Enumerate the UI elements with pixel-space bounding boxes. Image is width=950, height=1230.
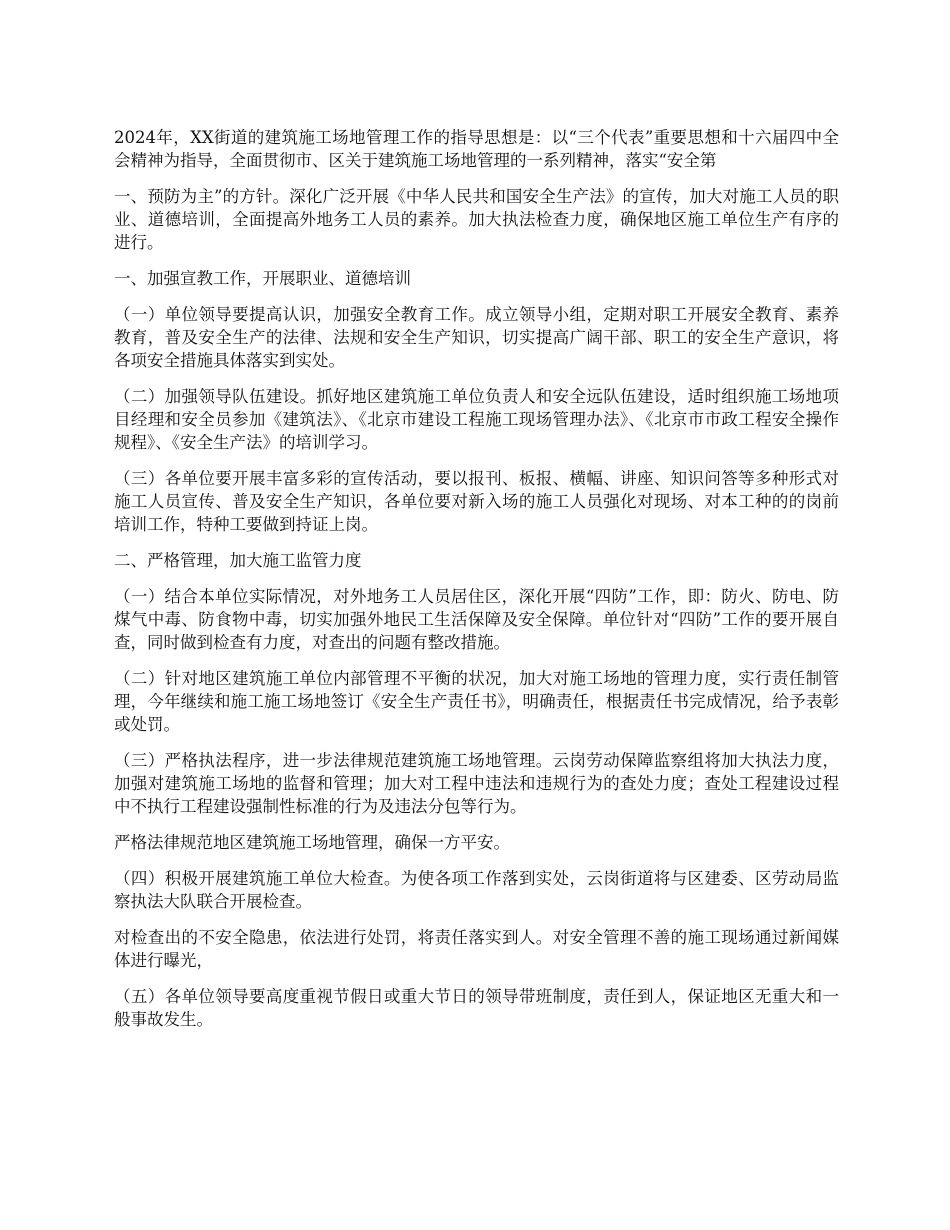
intro-paragraph: 2024年，XX街道的建筑施工场地管理工作的指导思想是：以“三个代表”重要思想和十六届四中全会精神为指导，全面贯彻市、区关于建筑施工场地管理的一系列精神，落实“安全第 (114, 128, 839, 170)
section-2-item-1: （一）结合本单位实际情况，对外地务工人员居住区，深化开展“四防”工作，即：防火、防电、防煤气中毒、防食物中毒，切实加强外地民工生活保障及安全保障。单位针对“四防”工作的要开展自查，同时做到检查有力度，对查出的问题有整改措施。 (114, 587, 839, 652)
section-heading-2: 二、严格管理，加大施工监管力度 (114, 551, 362, 570)
section-1-item-1: （一）单位领导要提高认识，加强安全教育工作。成立领导小组，定期对职工开展安全教育、素养教育，普及安全生产的法律、法规和安全生产知识，切实提高广阔干部、职工的安全生产意识，将各项安全措施具体落实到实处。 (114, 305, 839, 370)
section-2-item-2: （二）针对地区建筑施工单位内部管理不平衡的状况，加大对施工场地的管理力度，实行责任制管理，今年继续和施工施工场地签订《安全生产责任书》，明确责任，根据责任书完成情况，给予表彰或处罚。 (114, 669, 839, 734)
section-1-item-2: （二）加强领导队伍建设。抓好地区建筑施工单位负责人和安全远队伍建设，适时组织施工场地项目经理和安全员参加《建筑法》、《北京市建设工程施工现场管理办法》、《北京市市政工程安全操作规程》、《安全生产法》的培训学习。 (114, 387, 839, 452)
section-2-item-4: （四）积极开展建筑施工单位大检查。为使各项工作落到实处，云岗街道将与区建委、区劳动局监察执法大队联合开展检查。 (114, 869, 839, 911)
document-body (114, 126, 839, 1044)
section-2-note: 严格法律规范地区建筑施工场地管理，确保一方平安。 (114, 833, 510, 852)
section-2-item-4-continued: 对检查出的不安全隐患，依法进行处罚，将责任落实到人。对安全管理不善的施工现场通过新闻媒体进行曝光， (114, 928, 839, 970)
section-1-item-3: （三）各单位要开展丰富多彩的宣传活动，要以报刊、板报、横幅、讲座、知识问答等多种形式对施工人员宣传、普及安全生产知识，各单位要对新入场的施工人员强化对现场、对本工种的的岗前培训工作，特种工要做到持证上岗。 (114, 469, 839, 534)
section-2-item-3: （三）严格执法程序，进一步法律规范建筑施工场地管理。云岗劳动保障监察组将加大执法力度，加强对建筑施工场地的监督和管理；加大对工程中违法和违规行为的查处力度；查处工程建设过程中不执行工程建设强制性标准的行为及违法分包等行为。 (114, 751, 839, 816)
section-heading-1: 一、加强宣教工作，开展职业、道德培训 (114, 269, 411, 288)
intro-paragraph-continued: 一、预防为主”的方针。深化广泛开展《中华人民共和国安全生产法》的宣传，加大对施工人员的职业、道德培训，全面提高外地务工人员的素养。加大执法检查力度，确保地区施工单位生产有序的进行。 (114, 187, 839, 252)
section-2-item-5: （五）各单位领导要高度重视节假日或重大节日的领导带班制度，责任到人，保证地区无重大和一般事故发生。 (114, 987, 839, 1029)
